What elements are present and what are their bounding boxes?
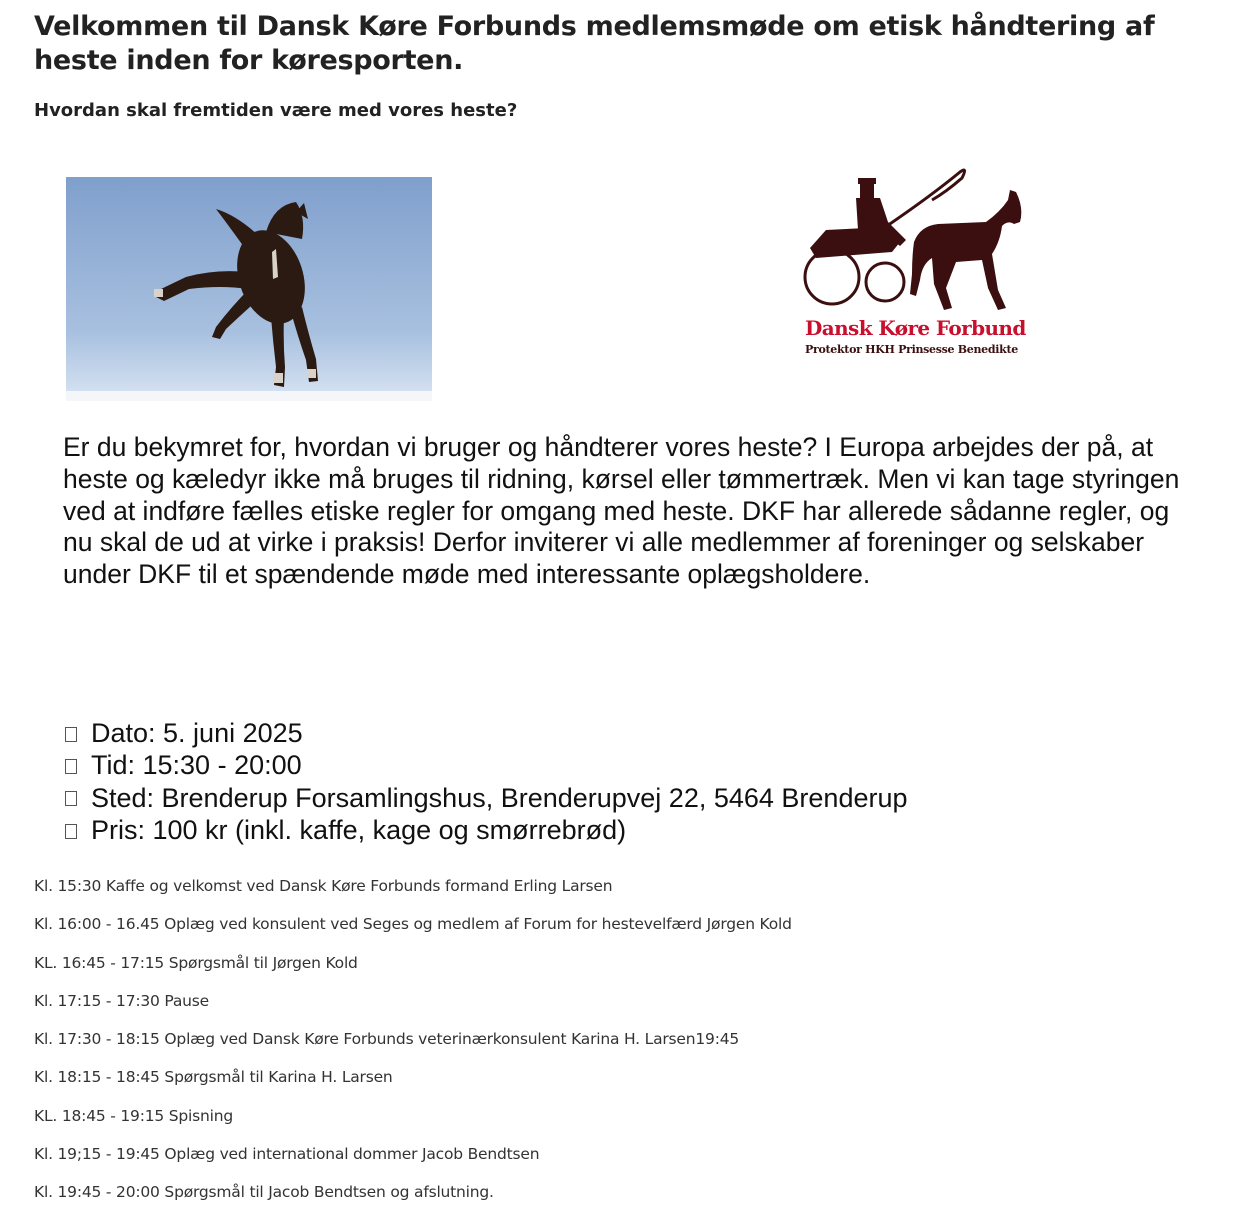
program-item: Kl. 15:30 Kaffe og velkomst ved Dansk Køre Forbunds formand Erling Larsen bbox=[34, 877, 613, 895]
checkbox-glyph-icon bbox=[65, 727, 77, 742]
fact-price bbox=[65, 814, 908, 846]
checkbox-glyph-icon bbox=[65, 791, 77, 806]
fact-time bbox=[65, 749, 908, 781]
program-item: KL. 18:45 - 19:15 Spisning bbox=[34, 1106, 234, 1125]
fact-date-text: Dato: 5. juni 2025 bbox=[91, 718, 303, 748]
event-facts-list bbox=[65, 717, 908, 846]
checkbox-glyph-icon bbox=[65, 824, 77, 839]
program-item: Kl. 17:30 - 18:15 Oplæg ved Dansk Køre Forbunds veterinærkonsulent Karina H. Larsen19:45 bbox=[34, 1030, 740, 1049]
intro-paragraph: Er du bekymret for, hvordan vi bruger og håndterer vores heste? I Europa arbejdes der på, at heste og kæledyr ikke må bruges til ridning, kørsel eller tømmertræk. Men vi kan tage styringen ved at indføre fælles etiske regler for omgang med heste. DKF har allerede sådanne regler, og nu skal de ud at virke i praksis! Derfor inviterer vi alle medlemmer af foreninger og selskaber under DKF til et spændende møde med interessante oplægsholdere. bbox=[63, 432, 1180, 590]
page-subtitle: Hvordan skal fremtiden være med vores heste? bbox=[34, 100, 518, 121]
fact-location-text: Sted: Brenderup Forsamlingshus, Brenderupvej 22, 5464 Brenderup bbox=[91, 782, 908, 813]
program-item: Kl. 19;15 - 19:45 Oplæg ved international dommer Jacob Bendtsen bbox=[34, 1145, 540, 1164]
program-item: Kl. 17:15 - 17:30 Pause bbox=[34, 991, 210, 1010]
program-item: Kl. 18:15 - 18:45 Spørgsmål til Karina H. Larsen bbox=[34, 1068, 393, 1087]
fact-location bbox=[65, 782, 908, 814]
program-item: Kl. 19:45 - 20:00 Spørgsmål til Jacob Bendtsen og afslutning. bbox=[34, 1183, 494, 1202]
carriage-logo-icon bbox=[796, 160, 1036, 320]
fact-time-text: Tid: 15:30 - 20:00 bbox=[91, 750, 302, 781]
horse-photo bbox=[66, 177, 432, 401]
program-item: KL. 16:45 - 17:15 Spørgsmål til Jørgen Kold bbox=[34, 953, 358, 972]
logo-name: Dansk Køre Forbund bbox=[805, 316, 1026, 340]
logo-tagline: Protektor HKH Prinsesse Benedikte bbox=[805, 343, 1018, 356]
fact-price-text: Pris: 100 kr (inkl. kaffe, kage og smørrebrød) bbox=[91, 814, 627, 845]
horse-photo-illustration bbox=[66, 177, 432, 401]
checkbox-glyph-icon bbox=[65, 759, 77, 774]
fact-date bbox=[65, 717, 908, 749]
program-list bbox=[34, 876, 792, 1221]
program-item: Kl. 16:00 - 16.45 Oplæg ved konsulent ved Seges og medlem af Forum for hestevelfærd Jørgen Kold bbox=[34, 915, 792, 934]
page-title: Velkommen til Dansk Køre Forbunds medlemsmøde om etisk håndtering af heste inden for køresporten. bbox=[34, 11, 1155, 76]
